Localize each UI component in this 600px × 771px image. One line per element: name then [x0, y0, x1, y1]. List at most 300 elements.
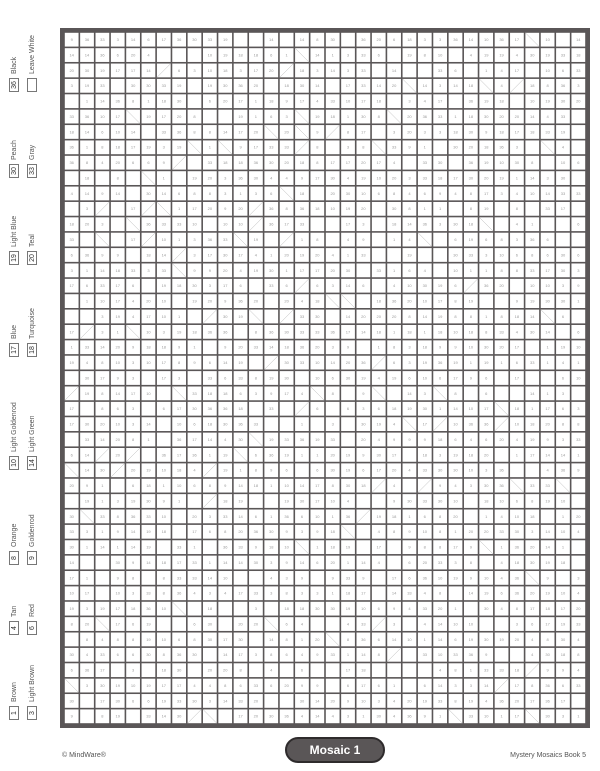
cell-number: 19: [361, 375, 366, 381]
cell-number: 1: [270, 513, 273, 519]
cell-number: 3: [70, 267, 73, 273]
cell-number: 10: [115, 421, 120, 427]
cell-number: 9: [162, 498, 165, 504]
cell-number: 8: [101, 360, 104, 366]
cell-number: 3: [423, 37, 426, 43]
grid-cell: [295, 371, 309, 385]
cell-number: 20: [100, 421, 105, 427]
cell-number: 14: [222, 360, 228, 366]
cell-number: 6: [362, 467, 365, 473]
cell-number: 19: [499, 175, 504, 181]
cell-number: 3: [515, 144, 519, 150]
cell-number: 19: [238, 360, 243, 366]
grid-cell: [172, 48, 186, 62]
cell-number: 17: [115, 283, 120, 289]
cell-number: 19: [176, 329, 182, 335]
cell-number: 10: [315, 375, 320, 381]
grid-cell: [188, 156, 202, 170]
cell-number: 10: [499, 252, 504, 258]
cell-number: 6: [439, 375, 442, 381]
cell-number: 17: [238, 98, 243, 104]
cell-number: 3: [561, 390, 565, 396]
cell-number: 17: [130, 144, 136, 150]
cell-number: 4: [331, 713, 334, 719]
cell-number: 10: [453, 329, 458, 335]
cell-number: 6: [147, 698, 150, 704]
cell-number: 17: [422, 421, 428, 427]
cell-number: 8: [131, 636, 135, 642]
cell-number: 10: [238, 221, 243, 227]
cell-number: 14: [222, 698, 228, 704]
grid-cell: [264, 233, 278, 247]
cell-number: 30: [299, 498, 305, 504]
cell-number: 19: [345, 606, 351, 612]
cell-number: 1: [147, 98, 150, 104]
cell-number: 36: [238, 83, 243, 89]
cell-number: 9: [515, 298, 519, 304]
cell-number: 19: [161, 698, 167, 704]
cell-number: 4: [500, 575, 503, 581]
cell-number: 3: [193, 67, 196, 73]
cell-number: 8: [70, 621, 73, 627]
cell-number: 19: [407, 252, 412, 258]
cell-number: 3: [101, 221, 104, 227]
cell-number: 36: [253, 529, 259, 535]
key-number-box: 36: [9, 78, 19, 92]
cell-number: 4: [285, 175, 288, 181]
cell-number: 36: [130, 513, 136, 519]
cell-number: 6: [254, 513, 258, 519]
cell-number: 20: [530, 590, 535, 596]
cell-number: 18: [299, 606, 305, 612]
cell-number: 4: [300, 713, 304, 719]
cell-number: 18: [161, 98, 167, 104]
cell-number: 17: [100, 375, 105, 381]
cell-number: 17: [176, 682, 182, 688]
cell-number: 14: [530, 390, 535, 396]
cell-number: 8: [439, 544, 442, 550]
cell-number: 36: [468, 160, 474, 166]
cell-number: 6: [408, 559, 411, 565]
cell-number: 9: [392, 498, 396, 504]
grid-cell: [96, 171, 110, 185]
cell-number: 20: [361, 206, 366, 212]
cell-number: 14: [299, 37, 305, 43]
cell-number: 3: [454, 559, 457, 565]
cell-number: 14: [84, 467, 90, 473]
cell-number: 9: [300, 575, 304, 581]
cell-number: 30: [468, 129, 474, 135]
cell-number: 18: [530, 83, 535, 89]
cell-number: 8: [469, 313, 472, 319]
cell-number: 9: [469, 544, 472, 550]
cell-number: 30: [530, 559, 535, 565]
cell-number: 19: [238, 113, 243, 119]
cell-number: 9: [546, 667, 549, 673]
cell-number: 9: [208, 267, 211, 273]
grid-cell: [203, 217, 217, 231]
cell-number: 17: [345, 667, 351, 673]
cell-number: 1: [101, 498, 104, 504]
grid-cell: [341, 33, 355, 47]
cell-number: 3: [546, 175, 549, 181]
cell-number: 4: [423, 621, 426, 627]
cell-number: 18: [437, 329, 443, 335]
cell-number: 19: [100, 606, 105, 612]
cell-number: 30: [192, 406, 197, 412]
cell-number: 30: [253, 559, 259, 565]
key-color-name: Blue: [10, 324, 18, 339]
cell-number: 6: [362, 283, 365, 289]
cell-number: 18: [545, 606, 550, 612]
cell-number: 19: [269, 436, 274, 442]
cell-number: 30: [391, 206, 397, 212]
cell-number: 9: [454, 344, 457, 350]
cell-number: 14: [560, 452, 566, 458]
cell-number: 6: [208, 98, 211, 104]
grid-cell: [403, 448, 417, 462]
cell-number: 8: [270, 652, 273, 658]
cell-number: 8: [85, 636, 89, 642]
cell-number: 33: [345, 575, 351, 581]
grid-cell: [280, 694, 294, 708]
cell-number: 20: [238, 529, 243, 535]
cell-number: 33: [284, 436, 289, 442]
cell-number: 10: [176, 421, 182, 427]
cell-number: 17: [115, 67, 120, 73]
cell-number: 10: [560, 498, 566, 504]
cell-number: 33: [253, 421, 259, 427]
grid-cell: [157, 617, 171, 631]
cell-number: 3: [147, 267, 150, 273]
cell-number: 6: [208, 529, 211, 535]
cell-number: 33: [453, 652, 458, 658]
cell-number: 17: [453, 375, 458, 381]
cell-number: 36: [84, 37, 90, 43]
cell-number: 18: [176, 467, 182, 473]
cell-number: 17: [115, 113, 120, 119]
grid-cell: [249, 663, 263, 677]
cell-number: 19: [299, 252, 305, 258]
cell-number: 3: [515, 237, 519, 242]
cell-number: 3: [101, 329, 104, 335]
key-number-box: 4: [9, 621, 19, 635]
cell-number: 1: [531, 221, 534, 227]
key-number-box: 8: [9, 551, 19, 565]
cell-number: 19: [545, 590, 550, 596]
cell-number: 19: [222, 452, 228, 458]
grid-cell: [65, 202, 79, 216]
cell-number: 1: [270, 483, 273, 489]
cell-number: 6: [178, 67, 181, 73]
cell-number: 20: [361, 313, 366, 319]
cell-number: 33: [222, 237, 228, 242]
cell-number: 10: [453, 267, 458, 273]
cell-number: 14: [422, 313, 428, 319]
cell-number: 36: [422, 575, 428, 581]
cell-number: 10: [560, 529, 566, 535]
cell-number: 4: [408, 606, 411, 612]
cell-number: 8: [193, 129, 196, 135]
cell-number: 10: [576, 344, 581, 350]
cell-number: 17: [437, 298, 443, 304]
cell-number: 33: [176, 221, 182, 227]
cell-number: 4: [346, 237, 350, 242]
cell-number: 4: [193, 590, 196, 596]
grid-cell: [234, 571, 248, 585]
cell-number: 1: [577, 452, 580, 458]
cell-number: 9: [116, 252, 119, 258]
key-color-name: Light Green: [28, 415, 36, 452]
cell-number: 30: [545, 652, 550, 658]
cell-number: 10: [437, 652, 443, 658]
cell-number: 10: [483, 575, 489, 581]
cell-number: 18: [299, 67, 305, 73]
cell-number: 30: [483, 636, 489, 642]
grid-cell: [264, 602, 278, 616]
cell-number: 14: [269, 37, 274, 43]
cell-number: 6: [546, 252, 549, 258]
cell-number: 6: [454, 283, 457, 289]
grid-cell: [326, 617, 340, 631]
cell-number: 14: [100, 436, 105, 442]
cell-number: 3: [346, 67, 350, 73]
grid-cell: [96, 571, 110, 585]
cell-number: 10: [483, 713, 489, 719]
grid-cell: [464, 64, 478, 78]
grid-cell: [479, 556, 493, 570]
cell-number: 9: [300, 682, 304, 688]
cell-number: 18: [176, 283, 182, 289]
grid-cell: [203, 540, 217, 554]
cell-number: 36: [176, 37, 182, 43]
cell-number: 3: [392, 129, 396, 135]
cell-number: 33: [576, 436, 581, 442]
cell-number: 36: [284, 713, 289, 719]
cell-number: 20: [284, 682, 289, 688]
cell-number: 19: [483, 98, 489, 104]
cell-number: 20: [253, 83, 259, 89]
cell-number: 19: [545, 52, 550, 58]
cell-number: 18: [391, 513, 397, 519]
cell-number: 1: [500, 360, 503, 366]
cell-number: 18: [483, 144, 489, 150]
cell-number: 17: [345, 329, 351, 335]
cell-number: 20: [115, 160, 120, 166]
grid-cell: [310, 187, 324, 201]
cell-number: 8: [116, 513, 119, 519]
grid-cell: [142, 402, 156, 416]
cell-number: 6: [147, 37, 150, 43]
grid-cell: [571, 171, 585, 185]
cell-number: 8: [423, 52, 426, 58]
cell-number: 33: [422, 498, 428, 504]
cell-number: 6: [454, 436, 457, 442]
cell-number: 18: [391, 406, 397, 412]
grid-cell: [372, 202, 386, 216]
cell-number: 3: [561, 713, 565, 719]
cell-number: 1: [561, 544, 565, 550]
cell-number: 17: [391, 575, 397, 581]
cell-number: 30: [345, 375, 351, 381]
cell-number: 19: [453, 575, 458, 581]
grid-cell: [80, 402, 94, 416]
cell-number: 30: [192, 37, 197, 43]
cell-number: 14: [407, 221, 412, 227]
cell-number: 19: [222, 52, 228, 58]
cell-number: 18: [514, 667, 520, 673]
cell-number: 18: [468, 83, 474, 89]
cell-number: 10: [514, 421, 520, 427]
grid-cell: [326, 217, 340, 231]
cell-number: 17: [222, 283, 228, 289]
cell-number: 10: [376, 175, 381, 181]
cell-number: 4: [546, 113, 549, 119]
grid-cell: [403, 679, 417, 693]
grid-cell: [142, 663, 156, 677]
color-key-legend: [0, 0, 60, 771]
cell-number: 8: [454, 313, 457, 319]
cell-number: 36: [238, 421, 243, 427]
cell-number: 4: [300, 652, 304, 658]
cell-number: 33: [560, 52, 566, 58]
cell-number: 9: [469, 575, 472, 581]
cell-number: 1: [362, 713, 365, 719]
grid-cell: [571, 310, 585, 324]
cell-number: 30: [514, 529, 520, 535]
cell-number: 18: [330, 529, 335, 535]
cell-number: 6: [101, 129, 104, 135]
cell-number: 1: [485, 267, 488, 273]
cell-number: 10: [545, 283, 550, 289]
cell-number: 30: [115, 698, 120, 704]
cell-number: 6: [162, 406, 165, 412]
cell-number: 3: [408, 175, 411, 181]
cell-number: 14: [437, 636, 443, 642]
cell-number: 17: [514, 682, 520, 688]
cell-number: 10: [499, 498, 504, 504]
cell-number: 14: [315, 698, 320, 704]
cell-number: 8: [316, 160, 319, 166]
cell-number: 6: [423, 190, 426, 196]
cell-number: 1: [377, 344, 380, 350]
grid-cell: [172, 510, 186, 524]
cell-number: 33: [100, 83, 105, 89]
cell-number: 30: [207, 636, 213, 642]
cell-number: 36: [146, 221, 151, 227]
cell-number: 3: [346, 144, 350, 150]
cell-number: 14: [530, 313, 535, 319]
cell-number: 4: [101, 636, 104, 642]
grid-cell: [357, 263, 371, 277]
cell-number: 18: [269, 98, 274, 104]
cell-number: 8: [500, 313, 503, 319]
cell-number: 4: [346, 621, 350, 627]
cell-number: 8: [362, 144, 365, 150]
cell-number: 17: [361, 129, 366, 135]
cell-number: 6: [300, 513, 304, 519]
cell-number: 30: [422, 283, 428, 289]
cell-number: 1: [85, 267, 89, 273]
cell-number: 36: [269, 329, 274, 335]
cell-number: 36: [499, 698, 504, 704]
cell-number: 33: [315, 329, 320, 335]
cell-number: 4: [500, 83, 503, 89]
cell-number: 10: [560, 160, 566, 166]
cell-number: 14: [545, 190, 550, 196]
cell-number: 33: [376, 267, 381, 273]
cell-number: 18: [161, 344, 167, 350]
cell-number: 18: [222, 160, 228, 166]
cell-number: 9: [316, 682, 319, 688]
cell-number: 33: [192, 559, 197, 565]
cell-number: 17: [176, 406, 182, 412]
cell-number: 20: [391, 83, 397, 89]
cell-number: 3: [316, 590, 319, 596]
cell-number: 10: [437, 52, 443, 58]
cell-number: 17: [530, 606, 535, 612]
cell-number: 6: [561, 682, 565, 688]
cell-number: 9: [116, 375, 119, 381]
cell-number: 3: [116, 498, 119, 504]
cell-number: 33: [545, 483, 550, 489]
cell-number: 3: [116, 37, 119, 43]
cell-number: 14: [345, 283, 351, 289]
cell-number: 8: [254, 329, 258, 335]
cell-number: 19: [253, 267, 259, 273]
cell-number: 18: [161, 529, 167, 535]
cell-number: 20: [222, 98, 228, 104]
cell-number: 9: [439, 483, 442, 489]
cell-number: 9: [392, 606, 396, 612]
cell-number: 17: [130, 390, 136, 396]
cell-number: 4: [469, 436, 472, 442]
cell-number: 8: [377, 652, 380, 658]
cell-number: 19: [69, 606, 74, 612]
cell-number: 6: [131, 652, 135, 658]
cell-number: 8: [208, 190, 211, 196]
grid-cell: [80, 556, 94, 570]
cell-number: 30: [330, 606, 335, 612]
cell-number: 10: [330, 498, 335, 504]
cell-number: 1: [254, 98, 258, 104]
cell-number: 33: [100, 283, 105, 289]
cell-number: 20: [391, 467, 397, 473]
cell-number: 8: [469, 190, 472, 196]
cell-number: 9: [131, 559, 135, 565]
cell-number: 10: [176, 483, 182, 489]
cell-number: 20: [222, 267, 228, 273]
grid-cell: [387, 556, 401, 570]
cell-number: 14: [530, 113, 535, 119]
cell-number: 17: [238, 652, 243, 658]
cell-number: 20: [330, 267, 335, 273]
cell-number: 1: [423, 144, 426, 150]
grid-cell: [218, 709, 232, 723]
cell-number: 6: [454, 67, 457, 73]
cell-number: 36: [499, 37, 504, 43]
cell-number: 18: [284, 606, 289, 612]
cell-number: 9: [254, 544, 258, 550]
cell-number: 3: [208, 283, 211, 289]
cell-number: 33: [161, 221, 167, 227]
cell-number: 9: [316, 129, 319, 135]
cell-number: 33: [69, 237, 74, 242]
cell-number: 14: [576, 37, 581, 43]
cell-number: 18: [207, 606, 213, 612]
cell-number: 6: [131, 283, 135, 289]
cell-number: 14: [299, 483, 305, 489]
